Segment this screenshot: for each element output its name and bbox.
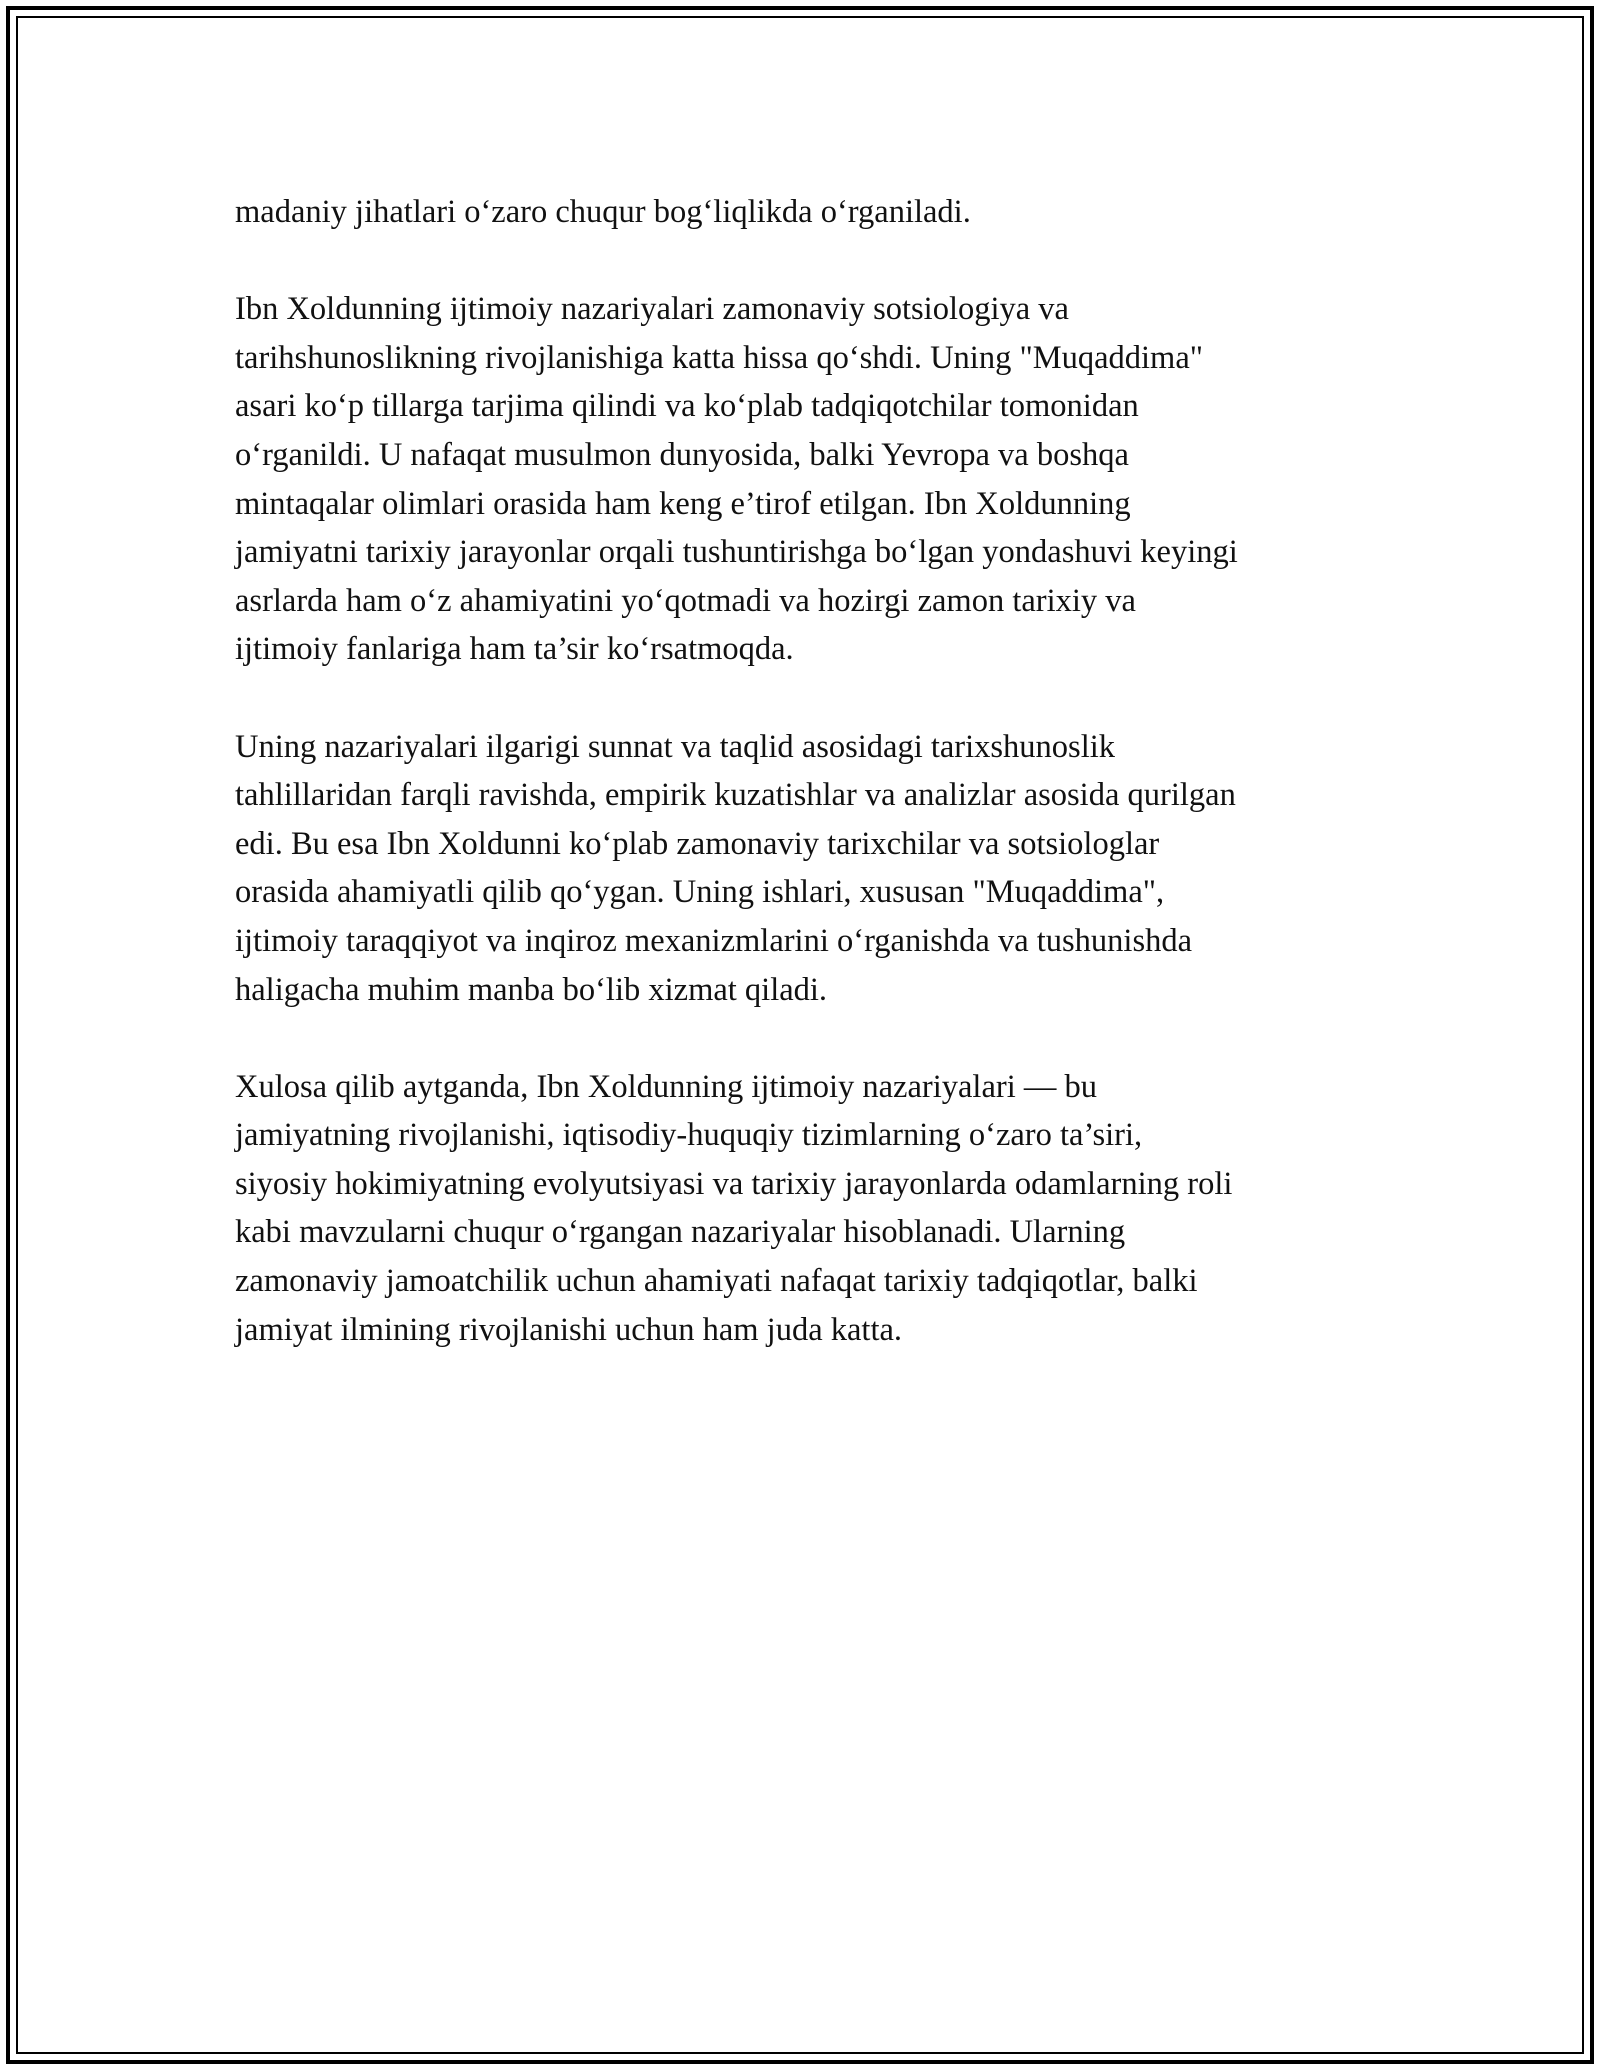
text-line: asari ko‘p tillarga tarjima qilindi va ko‘plab tadqiqotchilar tomonidan — [235, 388, 1139, 425]
text-line: haligacha muhim manba bo‘lib xizmat qiladi. — [235, 971, 828, 1008]
text-line: ijtimoiy taraqqiyot va inqiroz mexanizmlarini o‘rganishda va tushunishda — [235, 922, 1193, 959]
text-line: Xulosa qilib aytganda, Ibn Xoldunning ijtimoiy nazariyalari — bu — [235, 1068, 1097, 1105]
text-line: kabi mavzularni chuqur o‘rgangan nazariyalar hisoblanadi. Ularning — [235, 1214, 1126, 1251]
text-line: jamiyat ilmining rivojlanishi uchun ham juda katta. — [235, 1311, 903, 1348]
paragraph-2 — [235, 285, 1385, 674]
text-line: siyosiy hokimiyatning evolyutsiyasi va tarixiy jarayonlarda odamlarning roli — [235, 1165, 1233, 1202]
text-line: Ibn Xoldunning ijtimoiy nazariyalari zamonaviy sotsiologiya va — [235, 291, 1069, 328]
text-line: mintaqalar olimlari orasida ham keng e’tirof etilgan. Ibn Xoldunning — [235, 485, 1131, 522]
text-line: ijtimoiy fanlariga ham ta’sir ko‘rsatmoqda. — [235, 631, 794, 668]
document-body — [235, 188, 1385, 1354]
text-line: orasida ahamiyatli qilib qo‘ygan. Uning ishlari, xususan "Muqaddima", — [235, 874, 1165, 911]
paragraph-3 — [235, 723, 1385, 1015]
text-line: tahlillaridan farqli ravishda, empirik kuzatishlar va analizlar asosida qurilgan — [235, 777, 1236, 814]
text-line: jamiyatning rivojlanishi, iqtisodiy-huquqiy tizimlarning o‘zaro ta’siri, — [235, 1117, 1143, 1154]
text-line: o‘rganildi. U nafaqat musulmon dunyosida, balki Yevropa va boshqa — [235, 436, 1129, 473]
paragraph-4 — [235, 1063, 1385, 1355]
paragraph-1 — [235, 188, 1385, 237]
text-line: asrlarda ham o‘z ahamiyatini yo‘qotmadi va hozirgi zamon tarixiy va — [235, 582, 1136, 619]
text-line: tarihshunoslikning rivojlanishiga katta hissa qo‘shdi. Uning "Muqaddima" — [235, 339, 1204, 376]
text-line: Uning nazariyalari ilgarigi sunnat va taqlid asosidagi tarixshunoslik — [235, 728, 1116, 765]
text-line: edi. Bu esa Ibn Xoldunni ko‘plab zamonaviy tarixchilar va sotsiologlar — [235, 825, 1160, 862]
text-line: zamonaviy jamoatchilik uchun ahamiyati nafaqat tarixiy tadqiqotlar, balki — [235, 1263, 1198, 1300]
text-line: madaniy jihatlari o‘zaro chuqur bog‘liqlikda o‘rganiladi. — [235, 194, 971, 230]
text-line: jamiyatni tarixiy jarayonlar orqali tushuntirishga bo‘lgan yondashuvi keyingi — [235, 534, 1238, 571]
